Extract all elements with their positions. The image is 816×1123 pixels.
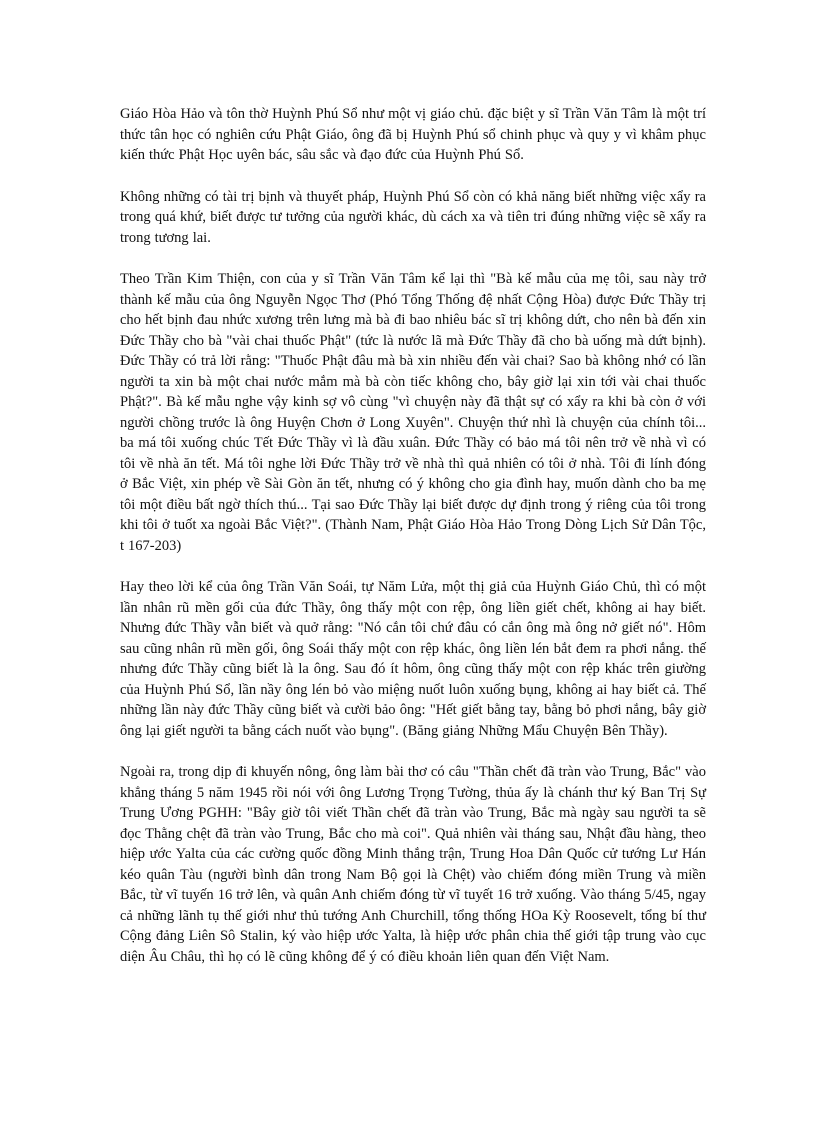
paragraph-3: Theo Trần Kim Thiện, con của y sĩ Trần Văn Tâm kể lại thì "Bà kế mẫu của mẹ tôi, sau này trở thành kế mẫu của ông Nguyễn Ngọc Thơ (Phó Tổng Thống đệ nhất Cộng Hòa) được Đức Thầy trị cho hết bịnh đau nhức xương trên lưng mà bà đi bao nhiêu bác sĩ trị không dứt, cho nên bà đến xin Đức Thầy cho bà "vài chai thuốc Phật" (tức là nước lã mà Đức Thầy đã cho bà uống mà dứt bịnh). Đức Thầy có trả lời rằng: "Thuốc Phật đâu mà bà xin nhiều đến vài chai? Sao bà không nhớ có lần người ta xin bà một chai nước mắm mà bà còn tiếc không cho, bây giờ lại xin tới vài chai thuốc Phật?". Bà kế mẫu nghe vậy kinh sợ vô cùng "vì chuyện này đã thật sự có xẩy ra khi bà còn ở với người chồng trước là ông Huyện Chơn ở Long Xuyên". Chuyện thứ nhì là chuyện của chính tôi... ba má tôi xuống chúc Tết Đức Thầy vì là đầu xuân. Đức Thầy có bảo má tôi nên trở về nhà vì có tôi về nhà ăn tết. Má tôi nghe lời Đức Thầy trở về nhà thì quả nhiên có tôi ở nhà. Tôi đi lính đóng ở Bắc Việt, xin phép về Sài Gòn ăn tết, nhưng có ý không cho gia đình hay, muốn dành cho ba mẹ tôi một điều bất ngờ thích thú... Tại sao Đức Thầy lại biết được dự định trong ý riêng của tôi trong khi tôi ở tuốt xa ngoài Bắc Việt?". (Thành Nam, Phật Giáo Hòa Hảo Trong Dòng Lịch Sử Dân Tộc, t 167-203) [120, 271, 706, 554]
paragraph-2: Không những có tài trị bịnh và thuyết pháp, Huỳnh Phú Sổ còn có khả năng biết những việc xẩy ra trong quá khứ, biết được tư tưởng của người khác, dù cách xa và tiên tri đúng những việc sẽ xẩy ra trong tương lai. [120, 188, 706, 246]
paragraph-4: Hay theo lời kể của ông Trần Văn Soái, tự Năm Lửa, một thị giả của Huỳnh Giáo Chủ, thì có một lần nhân rũ mền gối của đức Thầy, ông thấy một con rệp, ông liền giết chết, không ai hay biết. Nhưng đức Thầy vẫn biết và quở rằng: "Nó cắn tôi chứ đâu có cắn ông mà ông nở giết nó". Hôm sau cũng nhân rũ mền gối, ông Soái thấy một con rệp khác, ông liền lén bắt đem ra phơi nắng. thế nhưng đức Thầy cũng biết là la ông. Sau đó ít hôm, ông cũng thấy một con rệp khác trên giường của Huỳnh Phú Sổ, lần nầy ông lén bỏ vào miệng nuốt luôn xuống bụng, không ai hay biết cả. Thế những lần này đức Thầy cũng biết và cười bảo ông: "Hết giết bằng tay, bằng bỏ phơi nắng, bây giờ ông lại giết người ta bằng cách nuốt vào bụng". (Băng giảng Những Mẩu Chuyện Bên Thầy). [120, 579, 706, 739]
document-page [120, 104, 706, 988]
paragraph-5: Ngoài ra, trong dịp đi khuyến nông, ông làm bài thơ có câu "Thần chết đã tràn vào Trung, Bắc" vào khẳng tháng 5 năm 1945 rồi nói với ông Lương Trọng Tường, thủa ấy là chánh thư ký Ban Trị Sự Trung Ương PGHH: "Bây giờ tôi viết Thần chết đã tràn vào Trung, Bắc mà ngày sau người ta sẽ đọc Thằng chệt đã tràn vào Trung, Bắc cho mà coi". Quả nhiên vài tháng sau, Nhật đầu hàng, theo hiệp ước Yalta của các cường quốc đồng Minh thắng trận, Trung Hoa Dân Quốc cử tướng Lư Hán kéo quân Tàu (người bình dân trong Nam Bộ gọi là Chệt) vào chiếm đóng miền Trung và miền Bắc, từ vĩ tuyến 16 trở lên, và quân Anh chiếm đóng từ vĩ tuyết 16 trở xuống. Vào tháng 5/45, ngay cả những lãnh tụ thế giới như thủ tướng Anh Churchill, tổng thống HOa Kỳ Roosevelt, tổng bí thư Cộng đảng Liên Sô Stalin, ký vào hiệp ước Yalta, là hiệp ước phân chia thế giới tập trung vào cục diện Âu Châu, thì họ có lẽ cũng không để ý có điều khoản liên quan đến Việt Nam. [120, 764, 706, 965]
paragraph-1: Giáo Hòa Hảo và tôn thờ Huỳnh Phú Sổ như một vị giáo chủ. đặc biệt y sĩ Trần Văn Tâm là một trí thức tân học có nghiên cứu Phật Giáo, ông đã bị Huỳnh Phú sổ chinh phục và quy y vì khâm phục kiến thức Phật Học uyên bác, sâu sắc và đạo đức của Huỳnh Phú Sổ. [120, 106, 706, 163]
